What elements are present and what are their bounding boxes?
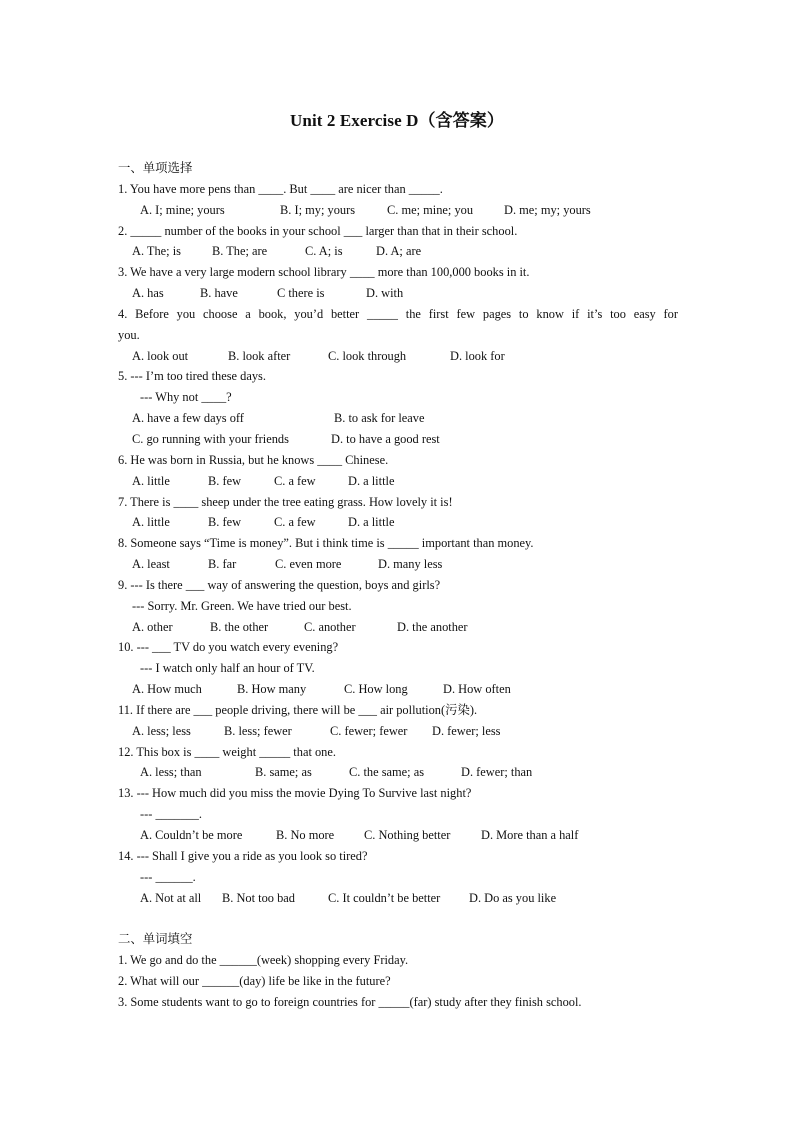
question-options [118,471,678,492]
fill-in-item: 2. What will our ______(day) life be like in the future? [118,973,391,988]
question-options [118,679,678,700]
question-stem: 8. Someone says “Time is money”. But i think time is _____ important than money. [118,536,534,551]
option: C. look through [328,348,407,363]
option: D. me; my; yours [504,202,591,217]
option: C. A; is [305,244,343,259]
dialogue-reply: --- _______. [140,807,202,822]
dialogue-reply: --- I watch only half an hour of TV. [140,661,315,676]
question-stem: 6. He was born in Russia, but he knows ____ Chinese. [118,452,389,467]
option: C. Nothing better [364,828,451,842]
option: A. look out [132,348,189,363]
option: A. have a few days off [132,411,244,426]
option: D. a little [348,515,395,530]
option: D. More than a half [481,828,579,842]
question-options [118,512,678,533]
option: B. I; my; yours [280,202,356,217]
option: D. How often [443,682,511,697]
option: A. has [132,286,164,301]
option: A. least [132,557,170,572]
question-options [118,825,678,846]
question-options [118,241,678,262]
option: B. Not too bad [222,890,295,905]
question-options [118,554,678,575]
option: C. a few [274,473,316,488]
option: D. fewer; less [432,723,501,738]
dialogue-reply: --- ______. [140,869,196,884]
section-heading: 一、单项选择 [118,160,193,175]
dialogue-reply: --- Why not ____? [140,390,232,405]
option: A. other [132,619,173,634]
option: D. with [366,286,404,301]
fill-in-item: 3. Some students want to go to foreign countries for _____(far) study after they finish school. [118,994,582,1009]
option: C. me; mine; you [387,202,474,217]
option: A. I; mine; yours [140,202,225,217]
option: A. Couldn’t be more [140,828,243,842]
option: D. a little [348,473,395,488]
option: A. How much [132,682,202,697]
option: A. Not at all [140,890,202,905]
dialogue-reply: --- Sorry. Mr. Green. We have tried our best. [132,598,352,613]
option: A. less; than [140,765,202,780]
option: B. same; as [255,765,312,780]
option: B. look after [228,348,291,363]
option: D. Do as you like [469,890,557,905]
question-stem: 3. We have a very large modern school library ____ more than 100,000 books in it. [118,265,530,280]
option: A. The; is [132,244,181,259]
question-stem: 7. There is ____ sheep under the tree eating grass. How lovely it is! [118,494,453,509]
option: A. little [132,473,170,488]
question-options [118,346,678,367]
option: B. few [208,473,242,488]
question-stem: 2. _____ number of the books in your school ___ larger than that in their school. [118,223,518,238]
option: A. less; less [132,723,191,738]
option: D. A; are [376,244,422,259]
worksheet-content [118,158,678,1013]
option: B. less; fewer [224,723,292,738]
option: C. the same; as [349,765,425,780]
option: C. It couldn’t be better [328,890,441,905]
option: B. No more [276,828,335,842]
option: B. How many [237,682,307,697]
question-options [118,721,678,742]
option: D. many less [378,557,443,572]
option: D. fewer; than [461,765,533,780]
question-stem: 12. This box is ____ weight _____ that one. [118,744,336,759]
option: D. to have a good rest [331,431,440,446]
question-stem: 11. If there are ___ people driving, there will be ___ air pollution(污染). [118,702,478,717]
option: B. have [200,286,238,301]
question-options [118,762,678,783]
question-options [118,429,678,450]
page-title: Unit 2 Exercise D（含答案） [290,111,504,130]
fill-in-item: 1. We go and do the ______(week) shopping every Friday. [118,953,409,968]
question-stem: 13. --- How much did you miss the movie Dying To Survive last night? [118,786,472,801]
option: C. another [304,619,356,634]
question-stem: 4. Before you choose a book, you’d better _____ the first few pages to know if it’s too easy for [118,306,678,321]
option: B. to ask for leave [334,411,425,426]
option: C. go running with your friends [132,431,289,446]
option: C. fewer; fewer [330,723,408,738]
option: C. How long [344,682,408,697]
question-stem: 5. --- I’m too tired these days. [118,369,266,384]
option: C. even more [275,557,342,572]
question-stem: 14. --- Shall I give you a ride as you look so tired? [118,848,368,863]
option: C. a few [274,515,316,530]
option: C there is [277,286,325,301]
option: D. look for [450,348,505,363]
option: B. far [208,557,237,572]
question-options [118,408,678,429]
question-options [118,888,678,909]
option: B. few [208,515,242,530]
question-stem-continued: you. [118,327,140,342]
spacer [118,908,678,929]
option: A. little [132,515,170,530]
section-heading: 二、单词填空 [118,931,193,947]
question-stem: 10. --- ___ TV do you watch every evening? [118,640,339,655]
question-stem: 9. --- Is there ___ way of answering the question, boys and girls? [118,577,441,592]
question-options [118,200,678,221]
question-options [118,283,678,304]
option: B. the other [210,619,269,634]
option: D. the another [397,619,468,634]
option: B. The; are [212,244,268,259]
question-stem: 1. You have more pens than ____. But ____ are nicer than _____. [118,181,443,196]
question-options [118,617,678,638]
